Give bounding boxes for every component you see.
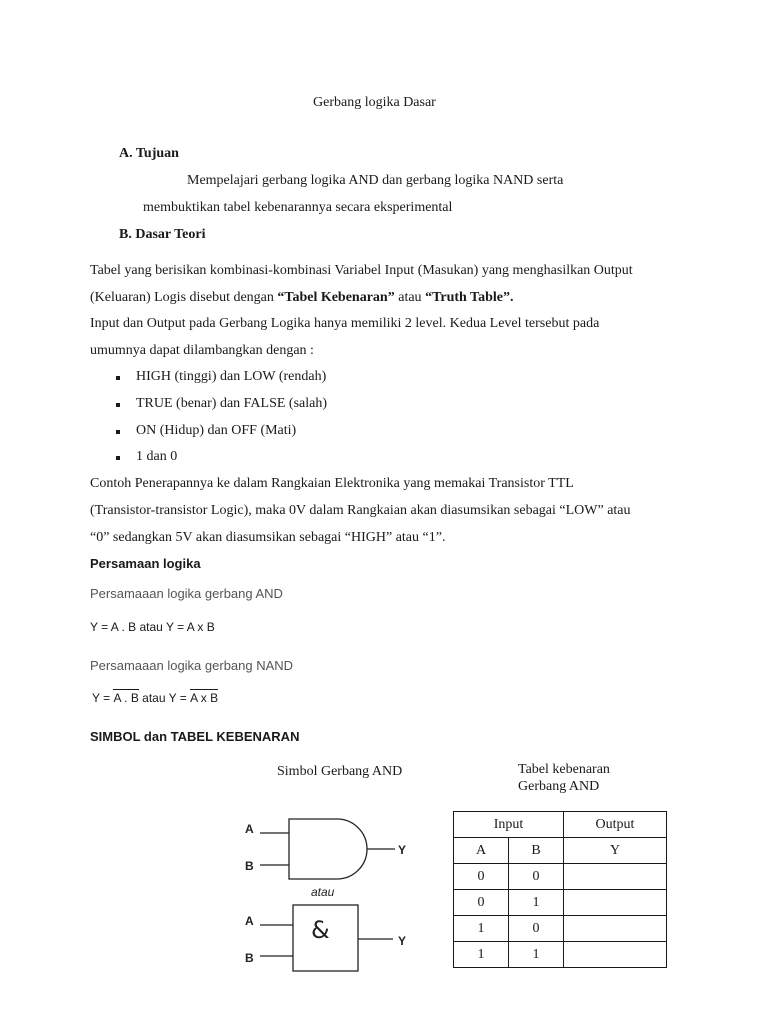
table-cell: 0 [509, 864, 564, 890]
nand-eq-mid: atau Y = [138, 691, 191, 705]
bullet-icon [116, 376, 120, 380]
and-gate-diagram [235, 808, 420, 973]
header-input: Input [454, 812, 564, 838]
table-cell [564, 942, 667, 968]
nand-eq-prefix: Y = [92, 691, 114, 705]
para3-line-1: Contoh Penerapannya ke dalam Rangkaian Elektronika yang memakai Transistor TTL [90, 476, 574, 491]
iec-label-b: B [245, 951, 254, 965]
table-cell: 0 [509, 916, 564, 942]
table-cell [564, 864, 667, 890]
bullet-item: 1 dan 0 [136, 449, 178, 464]
table-cell [564, 916, 667, 942]
tabel-kebenaran-term: “Tabel Kebenaran” [277, 290, 395, 305]
table-cell: 0 [454, 890, 509, 916]
page-title: Gerbang logika Dasar [313, 95, 436, 110]
iec-label-y: Y [398, 934, 407, 948]
para1-line-2 [90, 290, 514, 306]
tujuan-line-2: membuktikan tabel kebenarannya secara eksperimental [143, 200, 453, 215]
para2-line-2: umumnya dapat dilambangkan dengan : [90, 343, 314, 358]
para2-line-1: Input dan Output pada Gerbang Logika hanya memiliki 2 level. Kedua Level tersebut pada [90, 316, 600, 331]
col-y: Y [564, 838, 667, 864]
col-b: B [509, 838, 564, 864]
para1-text: (Keluaran) Logis disebut dengan [90, 290, 278, 305]
table-cell: 1 [454, 916, 509, 942]
bullet-item: TRUE (benar) dan FALSE (salah) [136, 396, 328, 411]
and-equation-label: Persamaaan logika gerbang AND [90, 586, 283, 601]
symbol-caption: Simbol Gerbang AND [277, 764, 403, 779]
para1-text-mid: atau [394, 290, 426, 305]
atau-text: atau [311, 885, 335, 899]
nand-eq-overlined-term: A . B [113, 691, 139, 705]
and-equation: Y = A . B atau Y = A x B [90, 620, 215, 634]
nand-equation-label: Persamaaan logika gerbang NAND [90, 658, 294, 673]
table-row [454, 916, 667, 942]
bullet-item: ON (Hidup) dan OFF (Mati) [136, 423, 297, 438]
tujuan-line-1: Mempelajari gerbang logika AND dan gerbang logika NAND serta [187, 173, 564, 188]
table-cell [564, 890, 667, 916]
table-cell: 1 [509, 890, 564, 916]
table-header-row [454, 812, 667, 838]
bullet-item: HIGH (tinggi) dan LOW (rendah) [136, 369, 327, 384]
section-a-heading: A. Tujuan [119, 146, 179, 161]
bullet-icon [116, 456, 120, 460]
bullet-icon [116, 430, 120, 434]
nand-equation [92, 689, 218, 705]
iec-label-a: A [245, 914, 254, 928]
and-gate-body [289, 819, 367, 879]
para3-line-3: “0” sedangkan 5V akan diasumsikan sebagai “HIGH” atau “1”. [90, 530, 446, 545]
ampersand-icon: & [311, 916, 330, 944]
para1-line-1: Tabel yang berisikan kombinasi-kombinasi Variabel Input (Masukan) yang menghasilkan Output [90, 263, 633, 278]
table-cell: 1 [454, 942, 509, 968]
nand-eq-overlined-term: A x B [190, 691, 219, 705]
table-row [454, 942, 667, 968]
persamaan-heading: Persamaan logika [90, 556, 201, 571]
bullet-icon [116, 403, 120, 407]
table-subheader-row [454, 838, 667, 864]
section-b-heading: B. Dasar Teori [119, 227, 206, 242]
table-caption-line-1: Tabel kebenaran [518, 762, 610, 777]
table-row [454, 864, 667, 890]
table-cell: 0 [454, 864, 509, 890]
ansi-and-gate [260, 819, 395, 879]
table-caption-line-2: Gerbang AND [518, 779, 600, 794]
gate-label-b: B [245, 859, 254, 873]
gate-label-a: A [245, 822, 254, 836]
table-cell: 1 [509, 942, 564, 968]
truth-table [453, 811, 667, 968]
truth-table-term: “Truth Table”. [425, 290, 514, 305]
col-a: A [454, 838, 509, 864]
table-row [454, 890, 667, 916]
header-output: Output [564, 812, 667, 838]
para3-line-2: (Transistor-transistor Logic), maka 0V dalam Rangkaian akan diasumsikan sebagai “LOW” atau [90, 503, 631, 518]
gate-label-y: Y [398, 843, 407, 857]
simbol-heading: SIMBOL dan TABEL KEBENARAN [90, 729, 300, 744]
